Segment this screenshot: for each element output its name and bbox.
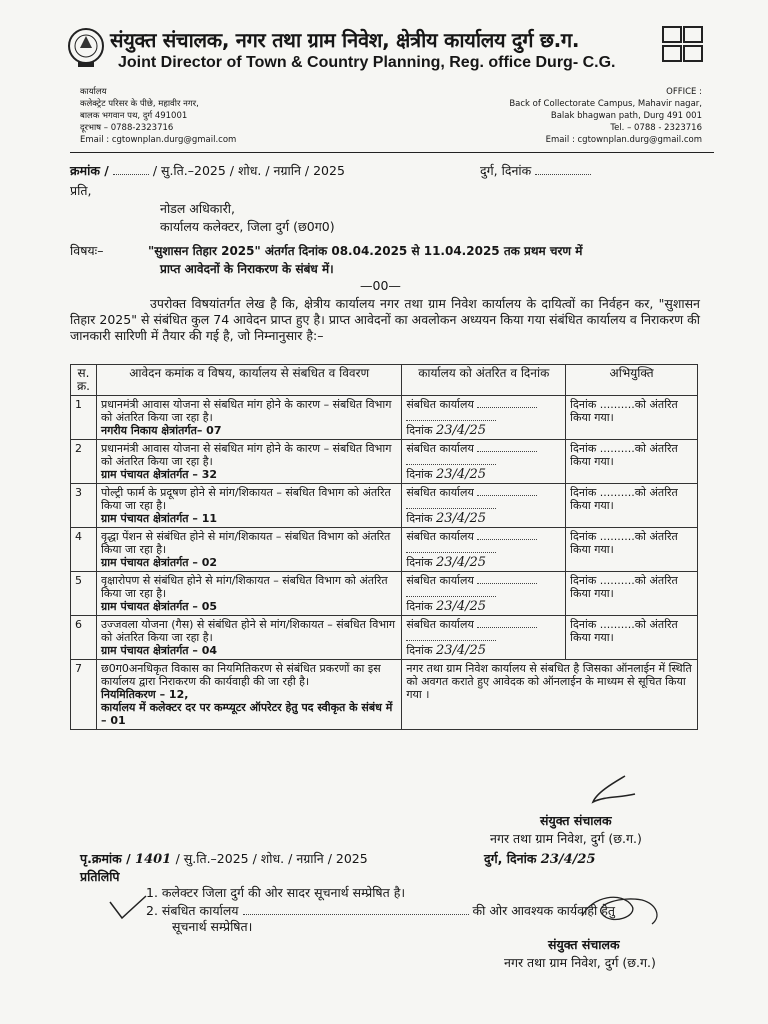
addressee-line2: कार्यालय कलेक्टर, जिला दुर्ग (छ0ग0) xyxy=(160,219,335,234)
table-row: 6 उज्जवला योजना (गैस) से संबंधित होने से मांग/शिकायत – संबधित विभाग को अंतरित किया जा रहा है। ग्राम पंचायत क्षेत्रांतर्गत – 04 संबधित कार्यालय दिनांक 23/4/25 दिनांक ..........को अंतरित किया गया। xyxy=(71,616,698,660)
english-address-block: OFFICE : Back of Collectorate Campus, Mahavir nagar, Balak bhagwan path, Durg 491 001 Tel. – 0788 - 2323716 Email : cgtownplan.durg@gmail.com xyxy=(509,87,702,145)
reference-number: क्रमांक / / सु.ति.–2025 / शोध. / नग्रानि / 2025 xyxy=(70,163,345,178)
copy-label: प्रतिलिपि xyxy=(80,869,120,884)
handwritten-date: 23/4/25 xyxy=(435,423,487,438)
handwritten-date: 23/4/25 xyxy=(435,599,487,614)
copy-item-2-cont: सूचनार्थ सम्प्रेषित। xyxy=(172,919,253,934)
addressee-line1: नोडल अधिकारी, xyxy=(160,201,235,216)
subject-separator: —00— xyxy=(360,278,401,293)
signature-scribble xyxy=(572,886,668,936)
office-title-hindi: संयुक्त संचालक, नगर तथा ग्राम निवेश, क्षेत्रीय कार्यालय दुर्ग छ.ग. xyxy=(110,28,580,52)
copy-place-date: दुर्ग, दिनांक 23/4/25 xyxy=(484,851,596,867)
prati-label: प्रति, xyxy=(70,183,92,198)
col-header-remark: अभियुक्ति xyxy=(566,365,698,396)
hindi-address-block: कार्यालय कलेक्ट्रेट परिसर के पीछे, महावीर नगर, बालक भगवान पथ, दुर्ग 491001 दूरभाष – 0788-2323716 Email : cgtownplan.durg@gmail.com xyxy=(80,87,237,145)
header-divider xyxy=(70,152,714,153)
subject-label: विषयः– xyxy=(70,243,104,258)
copy-signatory-title: संयुक्त संचालक xyxy=(548,937,620,952)
table-row: 2 प्रधानमंत्री आवास योजना से संबधित मांग होने के कारण – संबधित विभाग को अंतरित किया जा रहा है। ग्राम पंचायत क्षेत्रांतर्गत – 32 संबधित कार्यालय दिनांक 23/4/25 दिनांक ..........को अंतरित किया गया। xyxy=(71,440,698,484)
department-logo-icon xyxy=(662,26,704,62)
table-row: 7 छ0ग0अनधिकृत विकास का नियमितिकरण से संबंधित प्रकरणों का इस कार्यालय द्वारा निराकरण की कार्यवाही की जा रही है। नियमितिकरण – 12, कार्यालय में कलेक्टर दर पर कम्प्यूटर ऑपरेटर हेतु पद स्वीकृत के संबंध में – 01 नगर तथा ग्राम निवेश कार्यालय से संबधित है जिसका ऑनलाईन में स्थिति को अवगत कराते हुए आवेदक को ऑनलाईन के माध्यम से सूचित किया गया । xyxy=(71,660,698,730)
col-header-description: आवेदन कमांक व विषय, कार्यालय से संबधित व विवरण xyxy=(96,365,401,396)
office-title-english: Joint Director of Town & Country Planning, Reg. office Durg- C.G. xyxy=(118,54,616,71)
subject-line2: प्राप्त आवेदनों के निराकरण के संबंध में। xyxy=(160,262,334,276)
table-header-row xyxy=(71,365,698,396)
place-date: दुर्ग, दिनांक xyxy=(480,162,591,179)
handwritten-date: 23/4/25 xyxy=(435,555,487,570)
body-paragraph: उपरोक्त विषयांतर्गत लेख है कि, क्षेत्रीय कार्यालय नगर तथा ग्राम निवेश कार्यालय के दायित्वों का निर्वहन कर, "सुशासन तिहार 2025" से संबंधित कुल 74 आवेदन प्राप्त हुए है। प्राप्त आवेदनों का अवलोकन अध्ययन किया गया संबंधित कार्यालय व निराकरण की जानकारी सारिणी में तैयार की गई है, जो निम्नानुसार है:– xyxy=(70,296,700,343)
col-header-sn: स. क्र. xyxy=(71,365,97,396)
table-row: 3 पोल्ट्री फार्म के प्रदूषण होने से मांग/शिकायत – संबधित विभाग को अंतरित किया जा रहा है। ग्राम पंचायत क्षेत्रांतर्गत – 11 संबधित कार्यालय दिनांक 23/4/25 दिनांक ..........को अंतरित किया गया। xyxy=(71,484,698,528)
subject-line1: "सुशासन तिहार 2025" अंतर्गत दिनांक 08.04.2025 से 11.04.2025 तक प्रथम चरण में xyxy=(148,244,583,258)
signatory-office: नगर तथा ग्राम निवेश, दुर्ग (छ.ग.) xyxy=(490,831,642,846)
table-row: 1 प्रधानमंत्री आवास योजना से संबधित मांग होने के कारण – संबधित विभाग को अंतरित किया जा रहा है। नगरीय निकाय क्षेत्रांतर्गत– 07 संबधित कार्यालय दिनांक 23/4/25 दिनांक ..........को अंतरित किया गया। xyxy=(71,396,698,440)
copy-item-2: 2. संबधित कार्यालय की ओर आवश्यक कार्यवाही हेतु xyxy=(146,903,615,918)
handwritten-date: 23/4/25 xyxy=(435,467,487,482)
copy-signatory-office: नगर तथा ग्राम निवेश, दुर्ग (छ.ग.) xyxy=(504,955,656,970)
table-row: 5 वृक्षारोपण से संबंधित होने से मांग/शिकायत – संबधित विभाग को अंतरित किया जा रहा है। ग्राम पंचायत क्षेत्रांतर्गत – 05 संबधित कार्यालय दिनांक 23/4/25 दिनांक ..........को अंतरित किया गया। xyxy=(71,572,698,616)
copy-reference-number: पृ.क्रमांक / 1401 / सु.ति.–2025 / शोध. / नग्रानि / 2025 xyxy=(80,851,368,867)
government-emblem-icon xyxy=(66,26,106,70)
applications-table xyxy=(70,364,698,730)
handwritten-date: 23/4/25 xyxy=(435,511,487,526)
tick-mark xyxy=(108,892,148,922)
col-header-transfer: कार्यालय को अंतरित व दिनांक xyxy=(402,365,566,396)
signatory-title: संयुक्त संचालक xyxy=(540,813,612,828)
table-row: 4 वृद्धा पेंशन से संबंधित होने से मांग/शिकायत – संबधित विभाग को अंतरित किया जा रहा है। ग्राम पंचायत क्षेत्रांतर्गत – 02 संबधित कार्यालय दिनांक 23/4/25 दिनांक ..........को अंतरित किया गया। xyxy=(71,528,698,572)
signature-mark xyxy=(585,772,645,808)
copy-item-1: 1. कलेक्टर जिला दुर्ग की ओर सादर सूचनार्थ सम्प्रेषित है। xyxy=(146,885,406,900)
handwritten-date: 23/4/25 xyxy=(435,643,487,658)
